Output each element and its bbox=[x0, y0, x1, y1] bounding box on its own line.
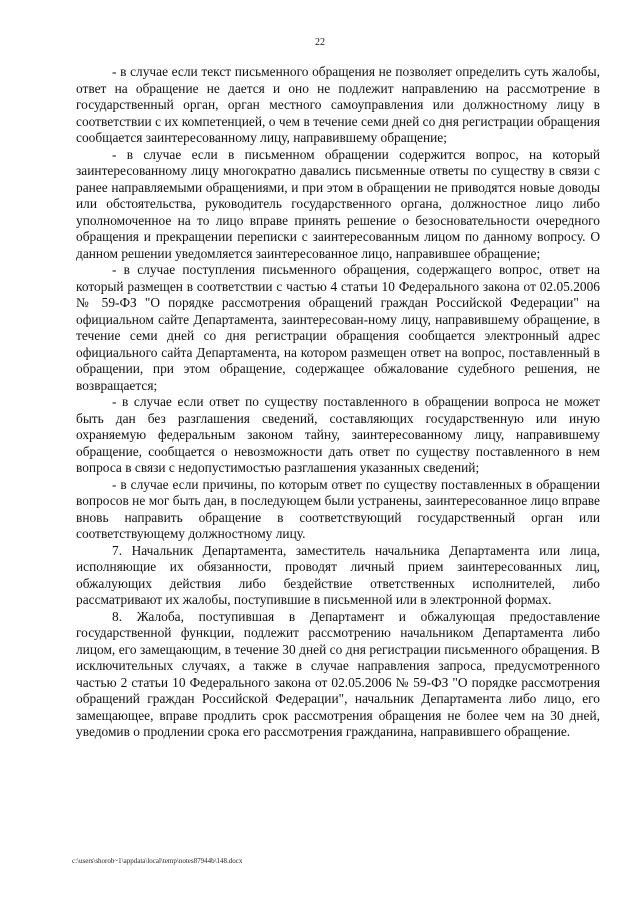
paragraph-item-8: 8. Жалоба, поступившая в Департамент и обжалующая предоставление государственной функции, подлежит рассмотрению начальником Департамента либо лицом, его замещающим, в течение 30 дней со дня регистрации письменного обращения. В исключительных случаях, а также в случае направления запроса, предусмотренного частью 2 статьи 10 Федерального закона от 02.05.2006 № 59-ФЗ "О порядке рассмотрения обращений граждан Российской Федерации", начальник Департамента либо лицо, его замещающее, вправе продлить срок рассмотрения обращения не более чем на 30 дней, уведомив о продлении срока его рассмотрения гражданина, направившего обращение. bbox=[76, 608, 600, 739]
paragraph-repeated-question: - в случае если в письменном обращении содержится вопрос, на который заинтересованному лицу многократно давались письменные ответы по существу в связи с ранее направляемыми обращениями, и при этом в обращении не приводятся новые доводы или обстоятельства, руководитель государственного органа, должностное лицо либо уполномоченное на то лицо вправе принять решение о безосновательности очередного обращения и прекращении переписки с заинтересованным лицом по данному вопросу. О данном решении уведомляется заинтересованное лицо, направившее обращение; bbox=[76, 146, 600, 261]
document-body bbox=[76, 64, 600, 741]
paragraph-state-secret: - в случае если ответ по существу поставленного в обращении вопроса не может быть дан без разглашения сведений, составляющих государственную или иную охраняемую федеральным законом тайну, заинтересованному лицу, направившему обращение, сообщается о невозможности дать ответ по существу поставленного в нем вопроса в связи с недопустимостью разглашения указанных сведений; bbox=[76, 394, 600, 475]
paragraph-unclear-complaint: - в случае если текст письменного обращения не позволяет определить суть жалобы, ответ на обращение не дается и оно не подлежит направлению на рассмотрение в государственный орган, орган местного самоуправления или должностному лицу в соответствии с их компетенцией, о чем в течение семи дней со дня регистрации обращения сообщается заинтересованному лицу, направившему обращение; bbox=[76, 64, 600, 145]
paragraph-answer-on-website: - в случае поступления письменного обращения, содержащего вопрос, ответ на который размещен в соответствии с частью 4 статьи 10 Федерального закона от 02.05.2006 № 59-ФЗ "О порядке рассмотрения обращений граждан Российской Федерации" на официальном сайте Департамента, заинтересован-ному лицу, направившему обращение, в течение семи дней со дня регистрации обращения сообщается электронный адрес официального сайта Департамента, на котором размещен ответ на вопрос, поставленный в обращении, при этом обращение, содержащее обжалование судебного решения, не возвращается; bbox=[76, 262, 600, 393]
file-path-footer: c:\users\shorob~1\appdata\local\temp\notes87944b\148.docx bbox=[72, 857, 243, 865]
paragraph-reasons-eliminated: - в случае если причины, по которым ответ по существу поставленных в обращении вопросов не мог быть дан, в последующем были устранены, заинтересованное лицо вправе вновь направить обращение в соответствующий государственный орган или соответствующему должностному лицу. bbox=[76, 476, 600, 541]
page-number: 22 bbox=[315, 37, 325, 48]
paragraph-item-7: 7. Начальник Департамента, заместитель начальника Департамента или лица, исполняющие их обязанности, проводят личный прием заинтересованных лиц, обжалующих действия либо бездействие ответственных исполнителей, либо рассматривают их жалобы, поступившие в письменной или в электронной формах. bbox=[76, 542, 600, 607]
